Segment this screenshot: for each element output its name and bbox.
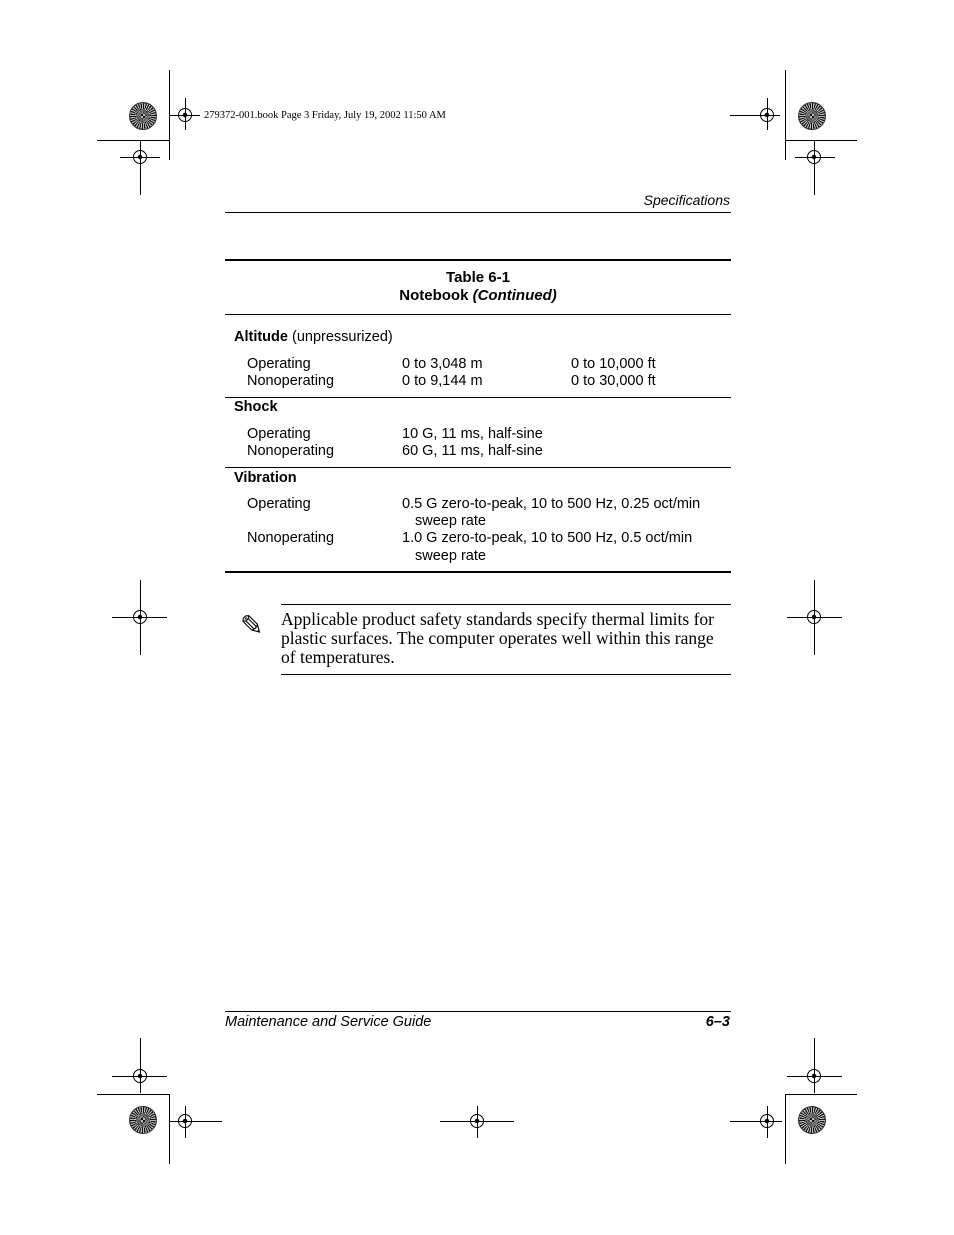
table-cell: 0 to 30,000 ft [571,373,656,389]
registration-mark-icon [807,150,821,164]
table-title-main: Notebook [399,287,469,304]
table-cell: Nonoperating [247,443,335,459]
registration-mark-icon [178,108,192,122]
table-cell: Nonoperating [247,373,335,389]
table-cell: sweep rate [415,548,486,564]
table-cell: Operating [247,496,311,512]
altitude-heading [234,329,393,346]
table-caption [225,269,731,305]
altitude-label: Altitude [234,329,288,345]
registration-target-icon [129,102,157,130]
table-title-continued: (Continued) [472,287,557,304]
registration-target-icon [798,102,826,130]
footer-rule [225,1011,731,1012]
table-title [225,287,731,305]
table-cell: 10 G, 11 ms, half-sine [402,426,543,442]
registration-mark-icon [760,1114,774,1128]
header-rule [225,212,731,213]
table-cell: Operating [247,356,311,372]
registration-mark-icon [470,1114,484,1128]
registration-mark-icon [133,150,147,164]
table-cell: Operating [247,426,311,442]
registration-target-icon [129,1106,157,1134]
table-cell: 0 to 3,048 m [402,356,483,372]
vibration-label: Vibration [234,470,297,486]
table-cell: 1.0 G zero-to-peak, 10 to 500 Hz, 0.5 oct/min [402,530,693,546]
registration-mark-icon [133,1069,147,1083]
pencil-icon: ✎ [240,610,264,641]
running-head: Specifications [643,192,730,208]
table-cell: 0 to 9,144 m [402,373,483,389]
registration-mark-icon [807,1069,821,1083]
registration-mark-icon [807,610,821,624]
table-cell: 0.5 G zero-to-peak, 10 to 500 Hz, 0.25 oct/min [402,496,701,512]
guide-title: Maintenance and Service Guide [225,1014,432,1030]
book-meta: 279372-001.book Page 3 Friday, July 19, 2002 11:50 AM [204,110,446,121]
table-cell: 0 to 10,000 ft [571,356,656,372]
note-text: Applicable product safety standards specify thermal limits for plastic surfaces. The computer operates well within this range of temperatures. [281,609,714,667]
table-number: Table 6-1 [446,269,510,286]
registration-mark-icon [133,610,147,624]
shock-label: Shock [234,399,278,415]
registration-mark-icon [178,1114,192,1128]
table-cell: Nonoperating [247,530,335,546]
registration-target-icon [798,1106,826,1134]
table-cell: 60 G, 11 ms, half-sine [402,443,543,459]
registration-mark-icon [760,108,774,122]
table-cell: sweep rate [415,513,486,529]
altitude-qualifier: (unpressurized) [292,329,393,345]
page-number: 6–3 [705,1014,730,1030]
